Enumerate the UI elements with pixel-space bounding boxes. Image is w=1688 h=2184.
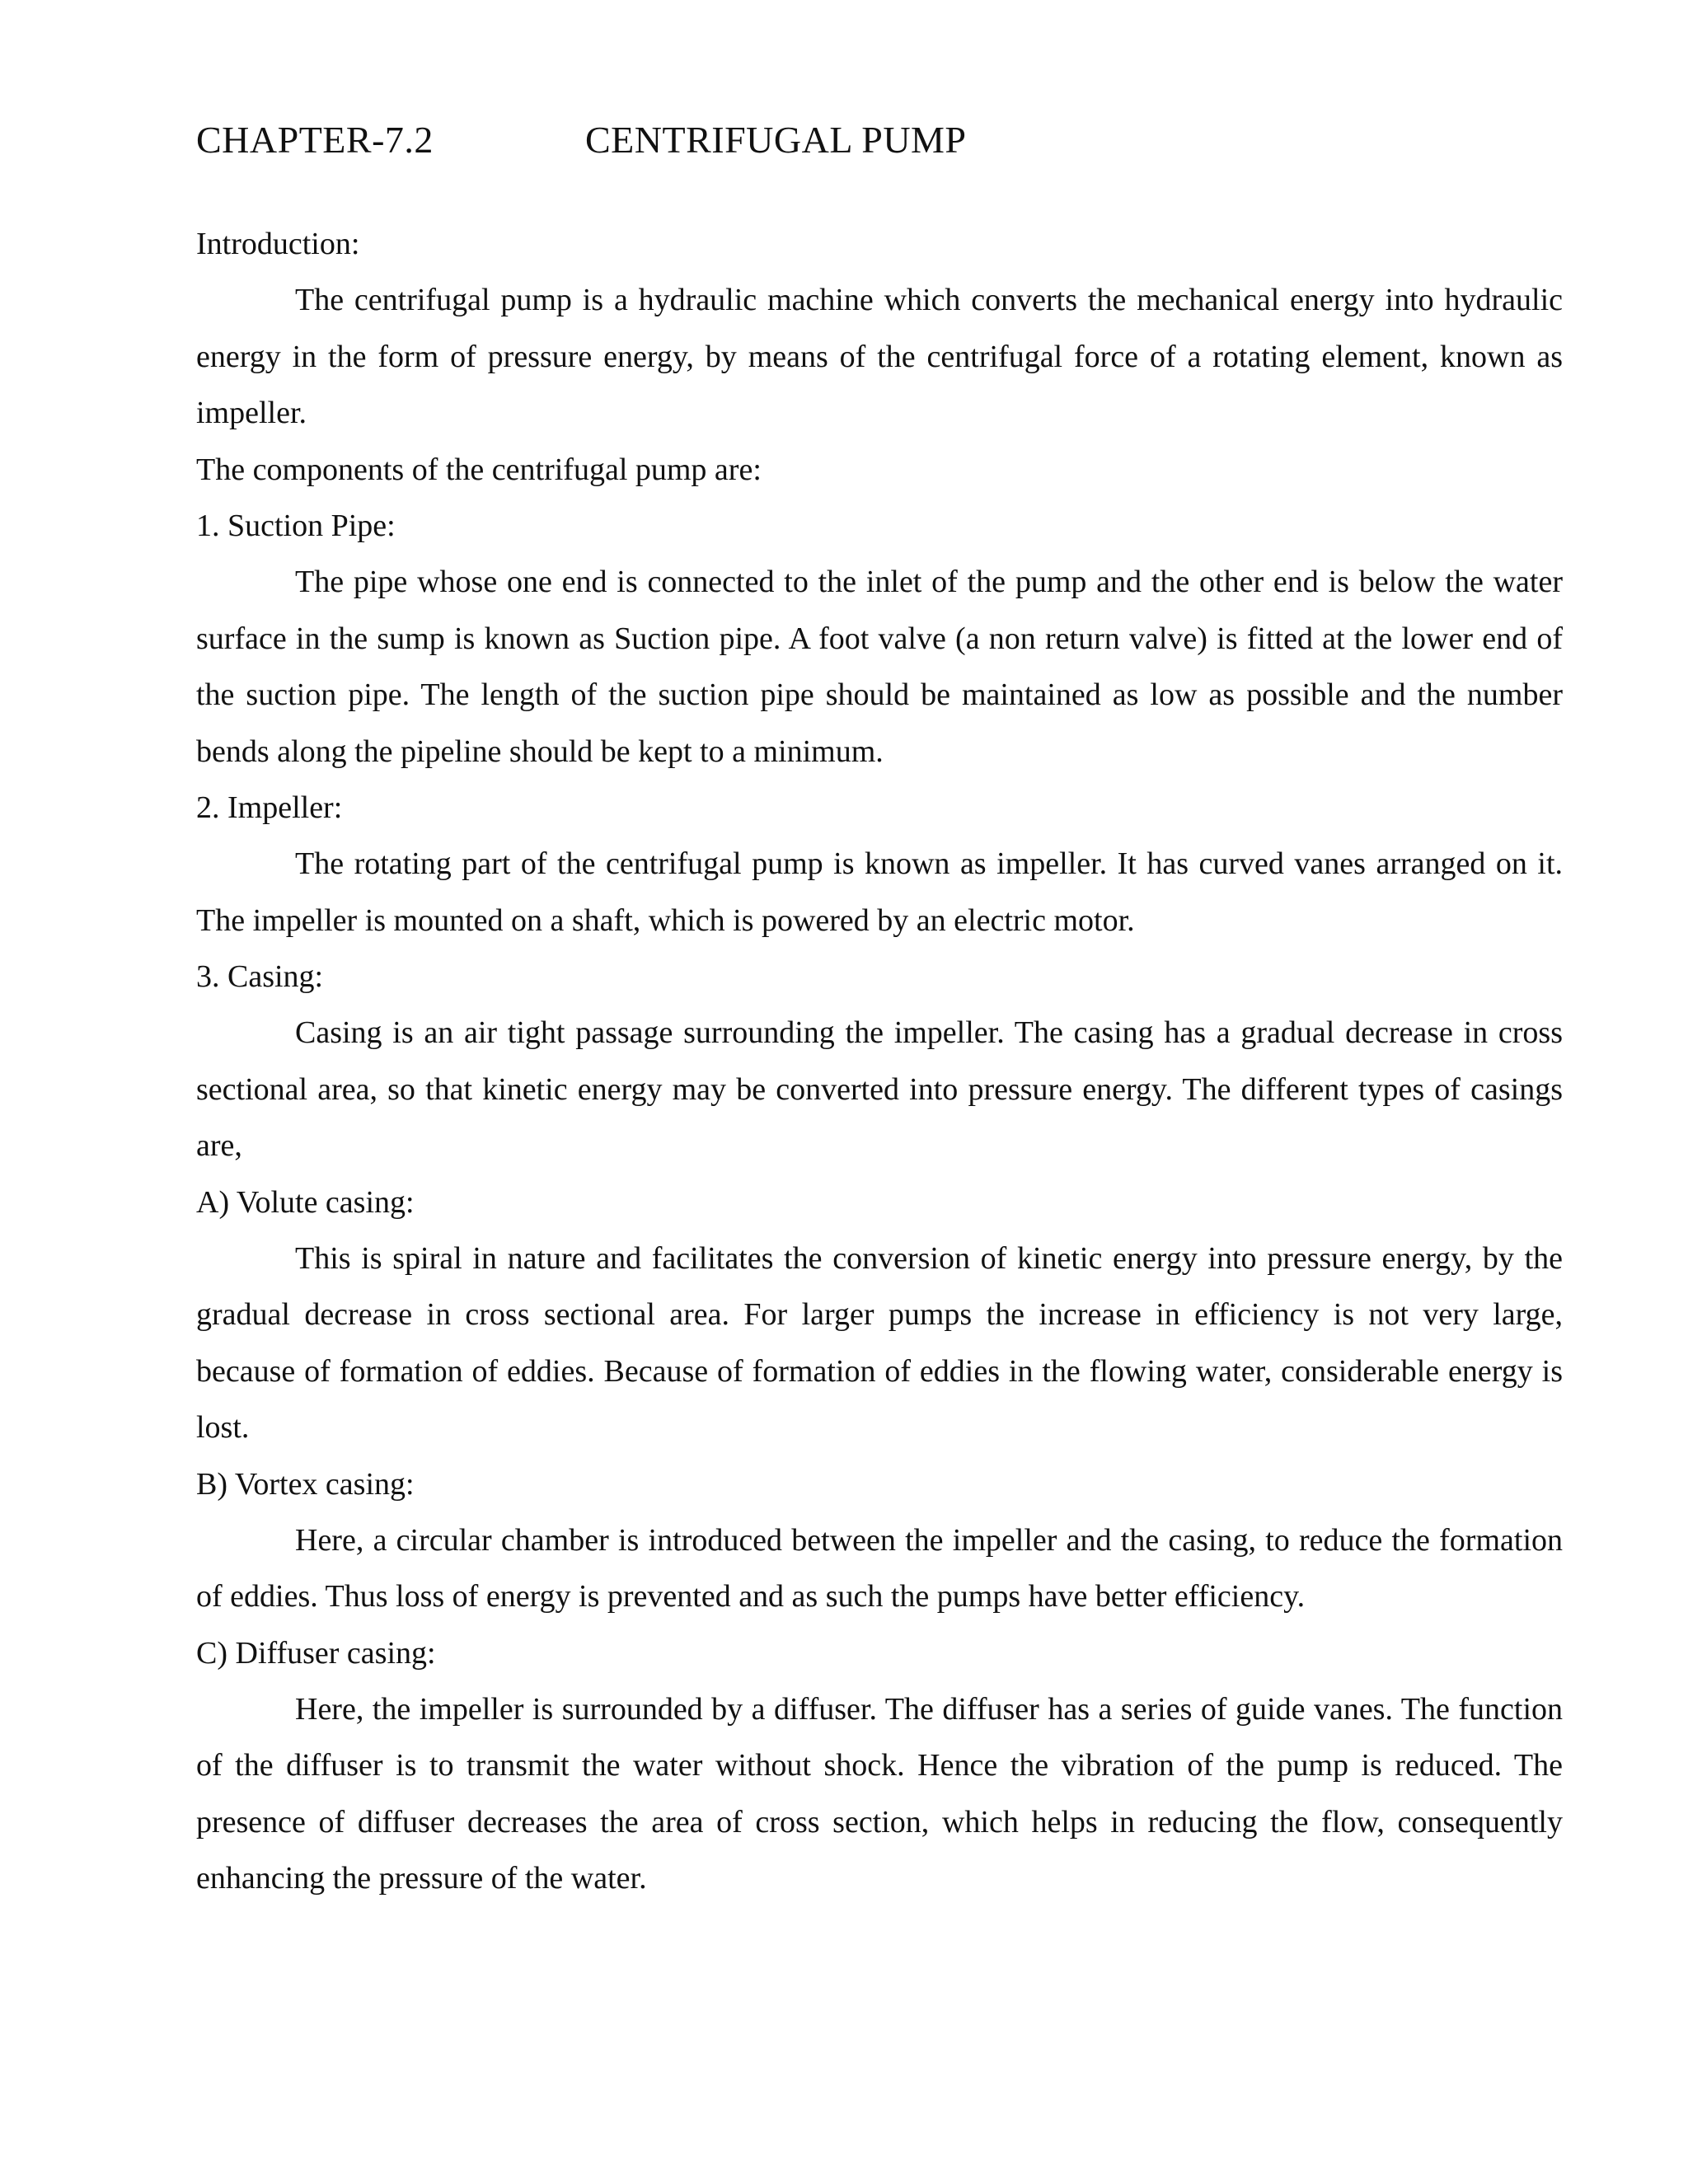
introduction-paragraph: The centrifugal pump is a hydraulic machine which converts the mechanical energy into hydraulic energy in the form of pressure energy, by means of the centrifugal force of a rotating element, known as impeller. [196, 283, 1563, 430]
casing-heading: 3. Casing: [196, 959, 324, 994]
impeller-heading: 2. Impeller: [196, 790, 343, 825]
volute-casing-paragraph: This is spiral in nature and facilitates the conversion of kinetic energy into pressure energy, by the gradual decrease in cross sectional area. For larger pumps the increase in efficiency is not very large, because of formation of eddies. Because of formation of eddies in the flowing water, considerable energy is lost. [196, 1240, 1563, 1445]
chapter-number: CHAPTER-7.2 [196, 119, 434, 161]
diffuser-casing-heading: C) Diffuser casing: [196, 1635, 436, 1671]
suction-pipe-paragraph: The pipe whose one end is connected to the inlet of the pump and the other end is below the water surface in the sump is known as Suction pipe. A foot valve (a non return valve) is fitted at the lower end of the suction pipe. The length of the suction pipe should be maintained as low as possible and the number bends along the pipeline should be kept to a minimum. [196, 565, 1563, 769]
components-lead-line: The components of the centrifugal pump are: [196, 452, 762, 487]
casing-paragraph: Casing is an air tight passage surrounding the impeller. The casing has a gradual decrease in cross sectional area, so that kinetic energy may be converted into pressure energy. The different types of casings are, [196, 1015, 1563, 1163]
diffuser-casing-paragraph: Here, the impeller is surrounded by a diffuser. The diffuser has a series of guide vanes. The function of the diffuser is to transmit the water without shock. Hence the vibration of the pump is reduced. The presence of diffuser decreases the area of cross section, which helps in reducing the flow, consequently enhancing the pressure of the water. [196, 1691, 1563, 1896]
impeller-paragraph: The rotating part of the centrifugal pump is known as impeller. It has curved vanes arranged on it. The impeller is mounted on a shaft, which is powered by an electric motor. [196, 846, 1563, 938]
introduction-heading: Introduction: [196, 227, 360, 261]
vortex-casing-paragraph: Here, a circular chamber is introduced between the impeller and the casing, to reduce the formation of eddies. Thus loss of energy is prevented and as such the pumps have better efficiency. [196, 1522, 1563, 1614]
chapter-title: CENTRIFUGAL PUMP [585, 119, 967, 161]
chapter-heading [196, 107, 1563, 173]
document-page [196, 107, 1563, 1907]
volute-casing-heading: A) Volute casing: [196, 1184, 415, 1220]
suction-pipe-heading: 1. Suction Pipe: [196, 509, 396, 543]
vortex-casing-heading: B) Vortex casing: [196, 1466, 415, 1502]
